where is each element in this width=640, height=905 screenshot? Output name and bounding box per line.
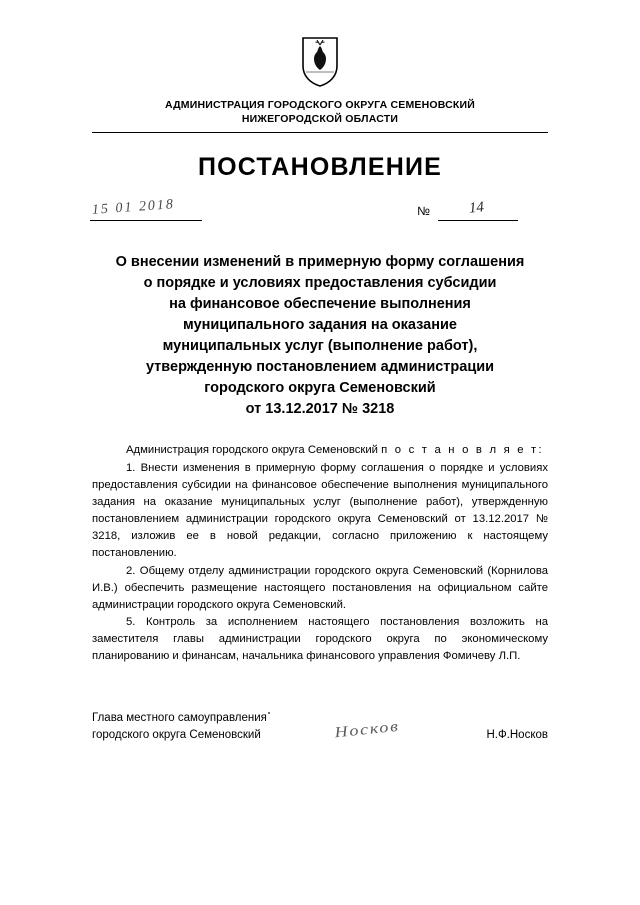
organization-line-1: АДМИНИСТРАЦИЯ ГОРОДСКОГО ОКРУГА СЕМЕНОВСКИЙ — [164, 99, 476, 111]
number-label: № — [417, 204, 430, 219]
title-line-1: О внесении изменений в примерную форму соглашения — [115, 254, 525, 271]
document-meta-row — [91, 197, 548, 226]
number-underline — [438, 220, 518, 221]
intro-prefix: Администрация городского округа Семеновский — [126, 444, 382, 457]
document-body — [92, 442, 548, 665]
title-line-2: о порядке и условиях предоставления субсидии — [143, 275, 497, 292]
body-paragraph-1: 1. Внести изменения в примерную форму соглашения о порядке и условиях предоставления субсидии на финансовое обеспечение выполнения муниципального задания на оказание муниципальных услуг (выполнение работ), утвержденную постановлением администрации городского округа Семеновский от 13.12.2017 № 3218, изложив ее в новой редакции, согласно приложению к настоящему постановлению. — [92, 461, 548, 560]
intro-paragraph — [92, 442, 548, 459]
handwritten-signature: Носков — [333, 718, 401, 741]
organization-header — [0, 98, 640, 126]
title-line-5: муниципальных услуг (выполнение работ), — [162, 338, 478, 355]
signature-block — [92, 710, 548, 770]
organization-line-2: НИЖЕГОРОДСКОЙ ОБЛАСТИ — [241, 113, 399, 126]
body-paragraph-3: 5. Контроль за исполнением настоящего постановления возложить на заместителя главы администрации городского округа по экономическому планированию и финансам, начальника финансового управления Фомичеву Л.П. — [92, 616, 548, 663]
document-number-handwritten: 14 — [468, 199, 485, 217]
coat-of-arms-icon — [300, 36, 340, 88]
title-line-8: от 13.12.2017 № 3218 — [245, 401, 395, 418]
body-paragraph-2: 2. Общему отделу администрации городского округа Семеновский (Корнилова И.В.) обеспечить размещение настоящего постановления на официальном сайте администрации городского округа Семеновский. — [92, 564, 548, 611]
title-line-4: муниципального задания на оказание — [183, 317, 457, 334]
title-line-6: утвержденную постановлением администрации — [145, 359, 495, 376]
document-type-title: ПОСТАНОВЛЕНИЕ — [197, 153, 443, 182]
signer-name: Н.Ф.Носков — [486, 728, 548, 741]
emblem-container — [0, 0, 640, 88]
header-divider — [92, 132, 548, 133]
date-underline — [90, 220, 202, 221]
signer-position-line-2: городского округа Семеновский — [92, 728, 261, 741]
page-speck — [268, 712, 270, 714]
signer-position — [92, 710, 548, 745]
document-title — [85, 252, 555, 420]
intro-spaced-word: п о с т а н о в л я е т: — [381, 444, 544, 457]
signer-position-line-1: Глава местного самоуправления — [92, 711, 267, 724]
document-date-handwritten: 15 01 2018 — [91, 197, 176, 219]
title-line-3: на финансовое обеспечение выполнения — [169, 296, 471, 313]
title-line-7: городского округа Семеновский — [204, 380, 436, 397]
